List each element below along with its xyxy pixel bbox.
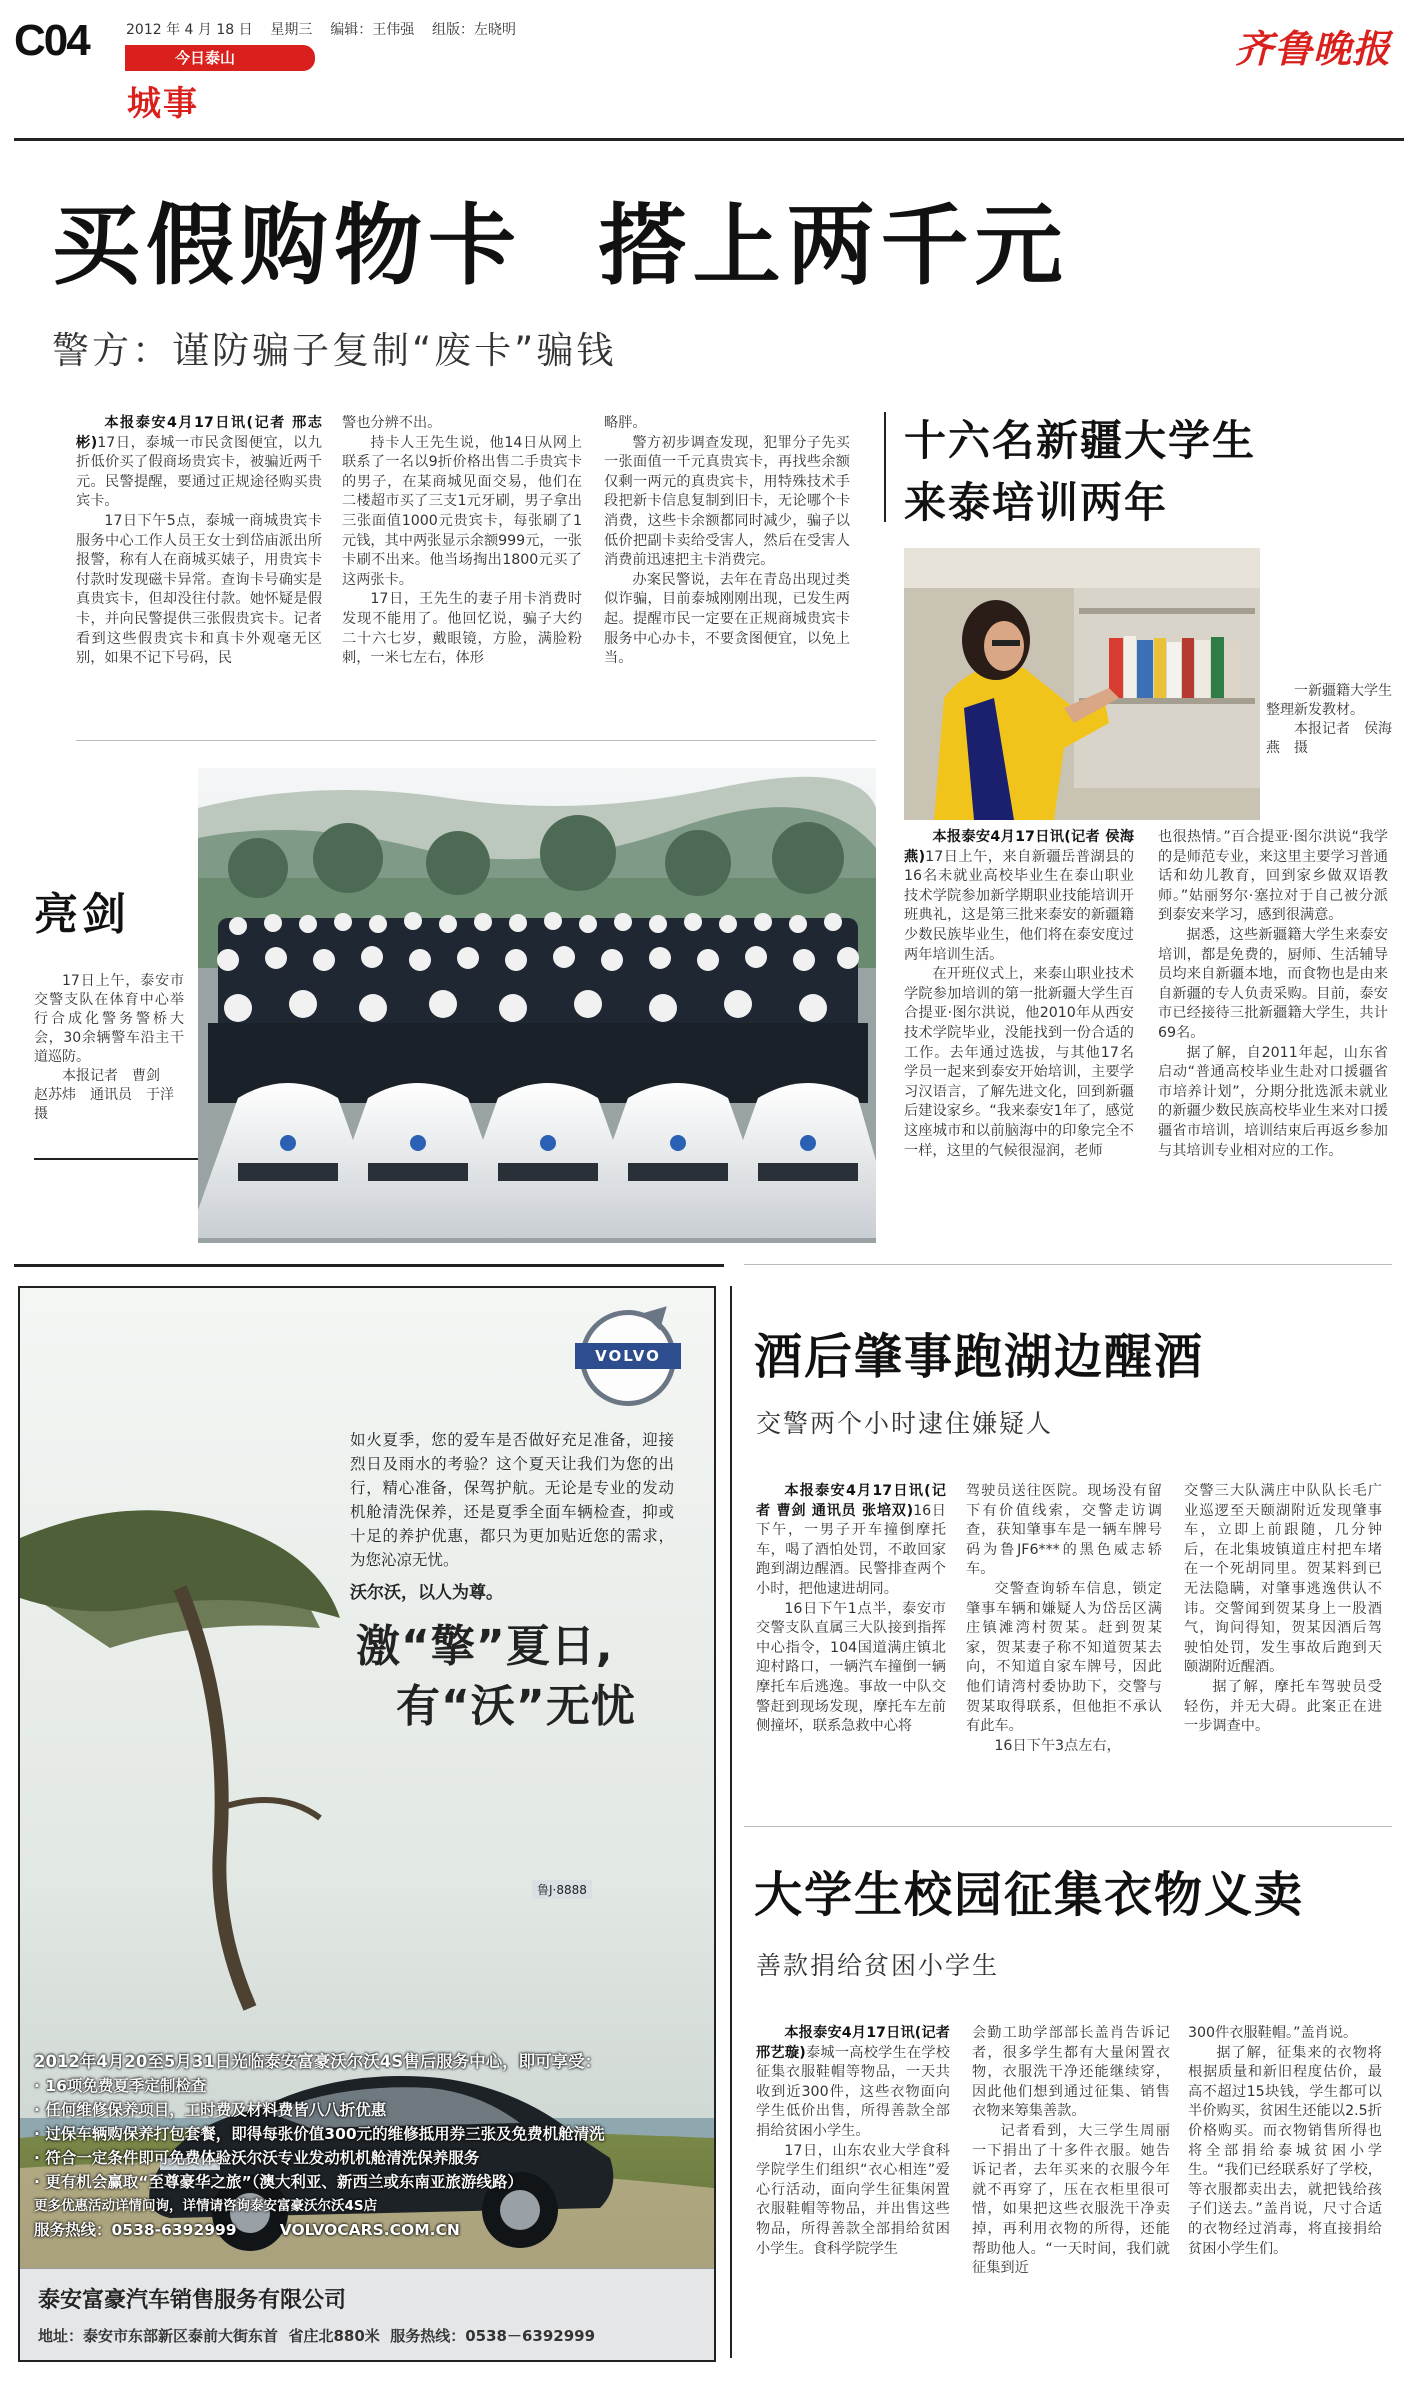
drunk-left-rule bbox=[730, 1286, 732, 2358]
photo-story-caption: 17日上午，泰安市交警支队在体育中心举行合成化警务警桥大会，30余辆警车沿主干道巡防。 本报记者 曹剑 赵苏炜 通讯员 于洋 摄 bbox=[34, 973, 188, 1122]
paragraph: 17日，山东农业大学食科学院学生们组织“衣心相连”爱心行活动，面向学生征集闲置衣服鞋帽等物品，并出售这些物品，所得善款全部捐给贫困小学生。食科学院学生 bbox=[756, 2142, 950, 2257]
promo-more: 更多优惠活动详情问询，详情请咨询泰安富豪沃尔沃4S店 bbox=[34, 2198, 378, 2214]
lead-col-2 bbox=[342, 414, 582, 669]
police-photo-illustration bbox=[198, 768, 876, 1243]
promo-item: · 符合一定条件即可免费体验沃尔沃专业发动机机舱清洗保养服务 bbox=[34, 2149, 480, 2167]
promo-item: · 16项免费夏季定制检查 bbox=[34, 2077, 207, 2095]
section-name: 城事 bbox=[127, 84, 199, 124]
drunk-headline: 酒后肇事跑湖边醒酒 bbox=[754, 1329, 1205, 1385]
lead-divider bbox=[76, 740, 876, 741]
paragraph: 本报泰安4月17日讯(记者 曹剑 通讯员 张培双)16日下午，一男子开车撞倒摩托车，喝了酒怕处罚，不敢回家跑到湖边醒酒。民警排查两个小时，把他逮进胡同。 bbox=[756, 1483, 946, 1597]
ad-company: 泰安富豪汽车销售服务有限公司 bbox=[38, 2288, 347, 2313]
promo-title: 2012年4月20至5月31日光临泰安富豪沃尔沃4S售后服务中心，即可享受： bbox=[34, 2052, 602, 2071]
paragraph: 警也分辨不出。 bbox=[342, 415, 442, 431]
paragraph: 警方初步调查发现，犯罪分子先买一张面值一千元真贵宾卡，再找些余额仅剩一两元的真贵宾卡，用特殊技术手段把新卡信息复制到旧卡，无论哪个卡消费，这些卡余额都同时减少，骗子以低价把副卡卖给受害人，然后在受害人消费前迅速把主卡消费完。 bbox=[604, 434, 850, 569]
lead-col-3 bbox=[604, 414, 850, 669]
ad-slogan-small: 沃尔沃，以人为尊。 bbox=[350, 1583, 503, 1603]
paragraph: 17日下午5点，泰城一商城贵宾卡服务中心工作人员王女士到岱庙派出所报警，称有人在商城买婊子，用贵宾卡付款时发现磁卡异常。查询卡号确实是真贵宾卡，但却没往付款。她怀疑是假卡，并向民警提供三张假贵宾卡。记者看到这些假贵宾卡和真卡外观毫无区别，如果不记下号码，民 bbox=[76, 512, 322, 667]
paper-logo: 齐鲁晚报 bbox=[1235, 26, 1392, 71]
xinjiang-col-1 bbox=[904, 828, 1134, 1161]
paragraph: 交警三大队满庄中队队长毛广业巡逻至天颐湖附近发现肇事车，立即上前跟随，几分钟后，在北集坡镇道庄村把车堵在一个死胡同里。贺某料到已无法隐瞒，对肇事逃逸供认不讳。交警闻到贺某身上一股酒气，询问得知，贺某因酒后驾驶怕处罚，发生事故后跑到天颐湖附近醒酒。 bbox=[1184, 1483, 1382, 1676]
middle-rule-right bbox=[744, 1264, 1392, 1265]
xinjiang-left-rule bbox=[884, 412, 886, 522]
paragraph: 本报泰安4月17日讯(记者 侯海燕)17日上午，来自新疆岳普湖县的16名未就业高校毕业生在泰山职业技术学院参加新学期职业技能培训开班典礼，这是第三批来泰安的新疆籍少数民族毕业生，他们将在泰安度过两年培训生活。 bbox=[904, 829, 1135, 963]
drunk-col-1 bbox=[756, 1482, 946, 1737]
paragraph: 持卡人王先生说，他14日从网上联系了一名以9折价格出售二手贵宾卡的男子，在某商城见面交易，他们在二楼超市买了三支1元牙刷，男子拿出三张面值1000元贵宾卡，每张刷了1元钱，其中两张显示余额999元，一张卡刷不出来。他当场掏出1800元买了这两张卡。 bbox=[342, 434, 582, 588]
paragraph: 16日下午3点左右， bbox=[994, 1737, 1121, 1754]
paragraph: 会勤工助学部部长盖肖告诉记者，很多学生都有大量闲置衣物，衣服洗干净还能继续穿，因此他们想到通过征集、销售衣物来筹集善款。 bbox=[972, 2025, 1170, 2120]
xinjiang-headline-2: 来泰培训两年 bbox=[904, 478, 1169, 527]
page-number: C04 bbox=[14, 16, 89, 65]
promo-hotline: 服务热线：0538-6392999 VOLVOCARS.COM.CN bbox=[34, 2221, 460, 2239]
lead-subhead: 警方：谨防骗子复制“废卡”骗钱 bbox=[52, 329, 617, 372]
drunk-col-2 bbox=[966, 1482, 1162, 1756]
clothes-col-1 bbox=[756, 2024, 950, 2259]
paragraph: 据悉，这些新疆籍大学生来泰安培训，都是免费的，厨师、生活辅导员均来自新疆本地，而食物也是由来自新疆的专人负责采购。目前，泰安市已经接待三批新疆籍大学生，共计69名。 bbox=[1158, 926, 1388, 1041]
promo-box bbox=[34, 2050, 674, 2242]
drunk-col-3 bbox=[1184, 1482, 1382, 1737]
clothes-col-2 bbox=[972, 2024, 1170, 2279]
ad-slogan-line1: 激“擎”夏日, bbox=[356, 1621, 614, 1672]
student-photo bbox=[904, 548, 1260, 820]
promo-item: · 更有机会赢取“至尊豪华之旅”（澳大利亚、新西兰或东南亚旅游线路） bbox=[34, 2173, 523, 2191]
paragraph: 也很热情。”百合提亚·图尔洪说“我学的是师范专业，来这里主要学习普通话和幼儿教育，回到家乡做双语教师。”姑丽努尔·塞拉对于自己被分派到泰安来学习，感到很满意。 bbox=[1158, 829, 1388, 924]
ad-address: 地址：泰安市东部新区泰前大街东首 省庄北880米 服务热线：0538－6392999 bbox=[38, 2327, 596, 2345]
clothes-subhead: 善款捐给贫困小学生 bbox=[756, 1951, 1000, 1980]
lead-col-1 bbox=[76, 414, 322, 669]
police-motorcycle-photo bbox=[198, 768, 876, 1243]
paragraph: 300件衣服鞋帽。”盖肖说。 bbox=[1188, 2025, 1358, 2041]
paragraph: 驾驶员送往医院。现场没有留下有价值线索，交警走访调查，获知肇事车是一辆车牌号码为鲁JF6***的黑色威志轿车。 bbox=[966, 1483, 1162, 1578]
paragraph: 据了解，自2011年起，山东省启动“普通高校毕业生赴对口援疆省市培养计划”，分期分批选派未就业的新疆少数民族高校毕业生来对口援疆省市培训，培训结束后再返乡参加与其培训专业相对应的工作。 bbox=[1158, 1044, 1388, 1159]
caption-rule bbox=[34, 1158, 198, 1160]
xinjiang-headline-1: 十六名新疆大学生 bbox=[904, 416, 1257, 465]
promo-item: · 任何维修保养项目，工时费及材料费皆八八折优惠 bbox=[34, 2101, 387, 2119]
middle-rule-left bbox=[14, 1264, 724, 1267]
paragraph: 办案民警说，去年在青岛出现过类似诈骗，目前泰城刚刚出现，已发生两起。提醒市民一定要在正规商城贵宾卡服务中心办卡，不要贪图便宜，以免上当。 bbox=[604, 571, 850, 667]
student-shelf-illustration bbox=[904, 548, 1260, 820]
paragraph: 本报泰安4月17日讯(记者 邢志彬)17日，泰城一市民贪图便宜，以九折低价买了假商场贵宾卡，被骗近两千元。民警提醒，要通过正规途径购买贵宾卡。 bbox=[76, 415, 322, 510]
volvo-ad bbox=[18, 1286, 716, 2362]
volvo-logo bbox=[580, 1310, 676, 1406]
date-line: 2012 年 4 月 18 日 星期三 编辑：王伟强 组版：左晓明 bbox=[126, 22, 517, 38]
volvo-wordmark: VOLVO bbox=[575, 1343, 681, 1369]
drunk-divider bbox=[744, 1826, 1392, 1827]
paragraph: 略胖。 bbox=[604, 415, 647, 431]
paragraph: 记者看到，大三学生周丽一下捐出了十多件衣服。她告诉记者，去年买来的衣服今年就不再穿了，压在衣柜里很可惜，如果把这些衣服洗干净卖掉，再利用衣物的所得，还能帮助他人。“一天时间，我们就征集到近 bbox=[972, 2122, 1170, 2277]
car-plate: 鲁J·8888 bbox=[532, 1880, 592, 1899]
paragraph: 本报泰安4月17日讯(记者 邢艺璇)泰城一高校学生在学校征集衣服鞋帽等物品，一天共收到近300件，这些衣物面向学生低价出售，所得善款全部捐给贫困小学生。 bbox=[756, 2025, 950, 2139]
paragraph: 据了解，征集来的衣物将根据质量和新旧程度估价，最高不超过15块钱，学生都可以半价购买，贫困生还能以2.5折价格购买。而衣物销售所得也将全部捐给泰城贫困小学生。“我们已经联系好了学校，等衣服都卖出去，就把钱给孩子们送去。”盖肖说，尺寸合适的衣物经过消毒，将直接捐给贫困小学生们。 bbox=[1188, 2044, 1382, 2257]
paragraph: 16日下午1点半，泰安市交警支队直属三大队接到指挥中心指令，104国道满庄镇北迎村路口，一辆汽车撞倒一辆摩托车后逃逸。事故一中队交警赶到现场发现，摩托车左前侧撞坏，联系急救中心将 bbox=[756, 1600, 946, 1735]
paragraph: 交警查询轿车信息，锁定肇事车辆和嫌疑人为岱岳区满庄镇滩湾村贺某。赶到贺某家，贺某妻子称不知道贺某去向，不知道自家车牌号，因此他们请湾村委协助下，交警与贺某取得联系，但他拒不承认有此车。 bbox=[966, 1580, 1162, 1735]
masthead-rule bbox=[14, 138, 1404, 141]
paragraph: 在开班仪式上，来泰山职业技术学院参加培训的第一批新疆大学生百合提亚·图尔洪说，他2010年从西安技术学院毕业，没能找到一份合适的工作。去年通过选拔，与其他17名学员一起来到泰安开始培训，主要学习汉语言，了解先进文化，回到新疆后建设家乡。“我来泰安1年了，感觉这座城市和以前脑海中的印象完全不一样，这里的气候很湿润，老师 bbox=[904, 966, 1134, 1159]
section-tag: 今日泰山 bbox=[125, 45, 315, 71]
ad-footer bbox=[20, 2268, 714, 2361]
paragraph: 17日，王先生的妻子用卡消费时发现不能用了。他回忆说，骗子大约二十六七岁，戴眼镜，方脸，满脸粉刺，一米七左右，体形 bbox=[342, 591, 582, 667]
ad-slogan-line2: 有“沃”无忧 bbox=[396, 1681, 636, 1732]
lead-headline: 买假购物卡 搭上两千元 bbox=[52, 194, 1069, 297]
student-photo-caption: 一新疆籍大学生整理新发教材。 本报记者 侯海燕 摄 bbox=[1266, 683, 1392, 756]
photo-story-title: 亮剑 bbox=[34, 889, 130, 940]
clothes-col-3 bbox=[1188, 2024, 1382, 2259]
promo-item: · 过保车辆购保养打包套餐，即得每张价值300元的维修抵用券三张及免费机舱清洗 bbox=[34, 2125, 605, 2143]
xinjiang-col-2 bbox=[1158, 828, 1388, 1161]
ad-intro: 如火夏季，您的爱车是否做好充足准备，迎接烈日及雨水的考验？这个夏天让我们为您的出行，精心准备，保驾护航。无论是专业的发动机舱清洗保养，还是夏季全面车辆检查，抑或十足的养护优惠，都只为更加贴近您的需求，为您沁凉无忧。 bbox=[350, 1431, 674, 1569]
clothes-headline: 大学生校园征集衣物义卖 bbox=[754, 1867, 1305, 1923]
paragraph: 据了解，摩托车驾驶员受轻伤，并无大碍。此案正在进一步调查中。 bbox=[1184, 1678, 1382, 1735]
drunk-subhead: 交警两个小时逮住嫌疑人 bbox=[756, 1409, 1054, 1438]
